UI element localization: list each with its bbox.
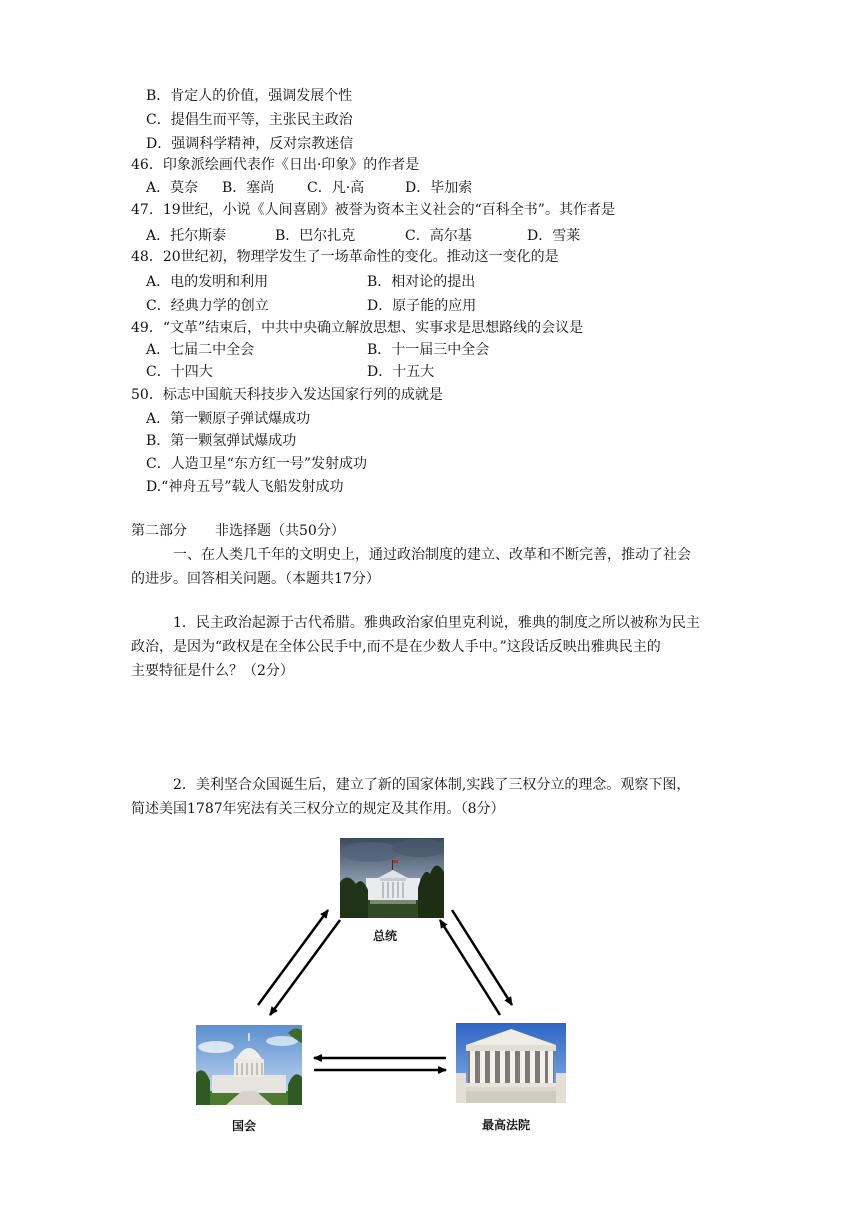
q49-option-c: C．十四大 [146,364,213,380]
q47-stem: 47．19世纪，小说《人间喜剧》被誉为资本主义社会的“百科全书”。其作者是 [131,202,615,218]
white-house-image [340,838,444,918]
q45-option-b: B．肯定人的价值，强调发展个性 [146,88,353,104]
q45-option-d: D．强调科学精神，反对宗教迷信 [146,136,354,152]
q1-line1: 1．民主政治起源于古代希腊。雅典政治家伯里克利说，雅典的制度之所以被称为民主 [173,615,700,631]
q45-option-c: C．提倡生而平等，主张民主政治 [146,112,353,128]
q50-option-c: C．人造卫星“东方红一号”发射成功 [146,456,368,472]
q47-option-c: C．高尔基 [405,228,472,244]
q47-option-d: D．雪莱 [527,228,581,244]
q1-line2: 政治，是因为“政权是在全体公民手中,而不是在少数人手中。”这段话反映出雅典民主的 [131,639,661,655]
supreme-court-label: 最高法院 [482,1118,531,1132]
q48-option-b: B．相对论的提出 [367,274,476,290]
q48-option-a: A．电的发明和利用 [146,274,269,290]
q49-option-b: B．十一届三中全会 [367,342,490,358]
arrow-president-to-court [452,910,512,1005]
q46-option-b: B．塞尚 [222,180,275,196]
arrow-president-to-congress [270,920,340,1015]
q46-stem: 46．印象派绘画代表作《日出·印象》的作者是 [131,157,420,173]
q50-stem: 50．标志中国航天科技步入发达国家行列的成就是 [131,387,443,403]
q48-option-d: D．原子能的应用 [367,298,477,314]
congress-label: 国会 [232,1119,257,1133]
part2-heading: 第二部分 非选择题（共50分） [131,523,345,539]
capitol-image [196,1025,302,1105]
arrow-court-to-president [440,920,500,1015]
q46-option-c: C．凡·高 [307,180,365,196]
part2-intro-line2: 的进步。回答相关问题。（本题共17分） [131,571,380,587]
q50-option-b: B．第一颗氢弹试爆成功 [146,433,297,449]
q46-option-a: A．莫奈 [146,180,199,196]
q49-option-d: D．十五大 [367,364,435,380]
q47-option-a: A．托尔斯泰 [146,228,227,244]
q47-option-b: B．巴尔扎克 [275,228,356,244]
q2-line2: 简述美国1787年宪法有关三权分立的规定及其作用。（8分） [131,801,505,817]
supreme-court-image [456,1023,566,1103]
q49-stem: 49．“文革”结束后，中共中央确立解放思想、实事求是思想路线的会议是 [131,320,584,336]
q1-line3: 主要特征是什么？（2分） [131,663,294,679]
president-label: 总统 [373,929,398,943]
q46-option-d: D．毕加索 [405,180,473,196]
arrow-congress-to-president [258,910,328,1005]
part2-intro-line1: 一、在人类几千年的文明史上，通过政治制度的建立、改革和不断完善，推动了社会 [173,547,691,563]
q48-stem: 48．20世纪初，物理学发生了一场革命性的变化。推动这一变化的是 [131,249,559,265]
q48-option-c: C．经典力学的创立 [146,298,269,314]
q50-option-a: A．第一颗原子弹试爆成功 [146,411,311,427]
q50-option-d: D.“神舟五号”载人飞船发射成功 [146,479,344,495]
q49-option-a: A．七届二中全会 [146,342,255,358]
q2-line1: 2．美利坚合众国诞生后，建立了新的国家体制,实践了三权分立的理念。观察下图， [173,777,691,793]
